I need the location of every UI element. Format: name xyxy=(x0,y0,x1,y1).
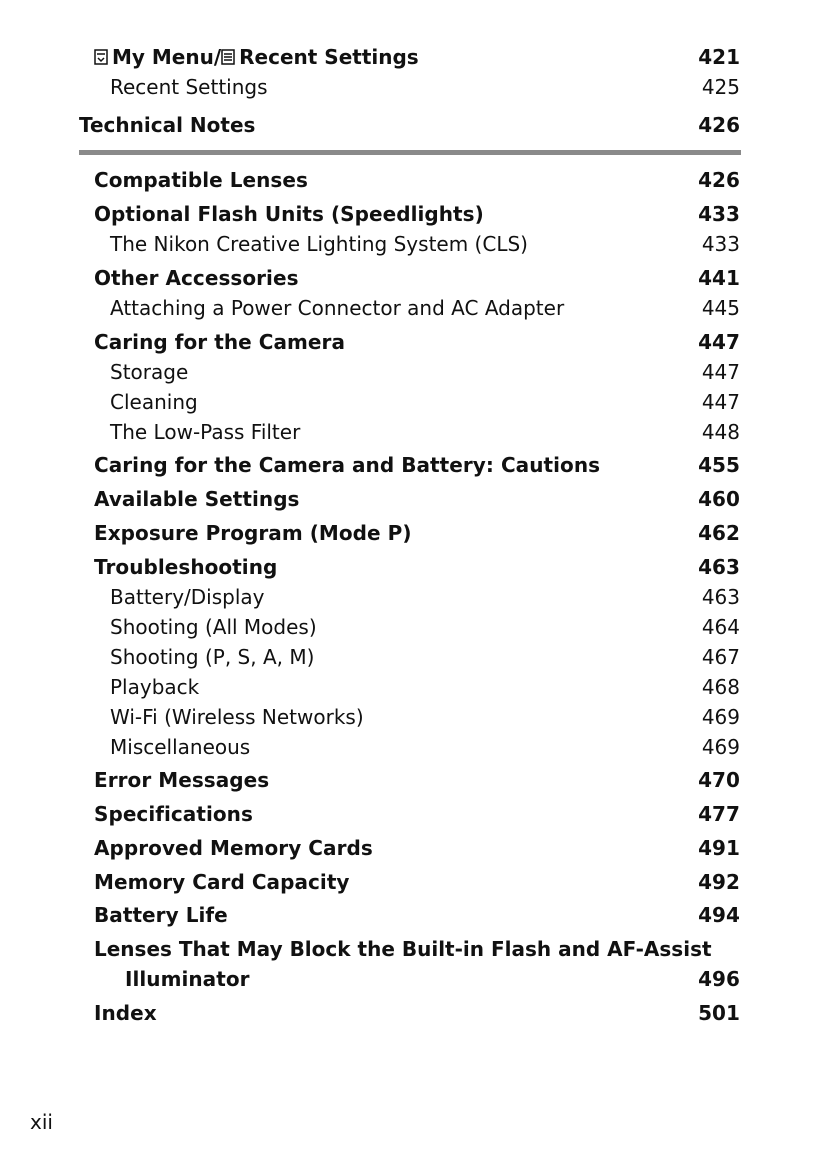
dot-leader xyxy=(375,854,692,855)
toc-entry-page: 496 xyxy=(698,967,740,991)
dot-leader xyxy=(530,250,696,251)
toc-entry[interactable] xyxy=(94,328,740,356)
toc-entry[interactable] xyxy=(94,264,740,292)
toc-entry-title: Storage xyxy=(110,360,189,384)
toc-entry-title: The Nikon Creative Lighting System (CLS) xyxy=(110,232,528,256)
toc-entry-title: The Low-Pass Filter xyxy=(110,420,301,444)
toc-subentry[interactable] xyxy=(110,388,740,416)
toc-entry-page: 464 xyxy=(701,615,740,639)
toc-subentry[interactable] xyxy=(110,294,740,322)
toc-entry[interactable] xyxy=(94,766,740,794)
toc-subentry[interactable] xyxy=(110,643,740,671)
toc-entry-title: Miscellaneous xyxy=(110,735,251,759)
section-divider xyxy=(79,150,741,155)
toc-entry-title: Index xyxy=(94,1001,157,1025)
toc-entry-page: 469 xyxy=(701,705,740,729)
toc-subentry[interactable] xyxy=(110,583,740,611)
dot-leader xyxy=(230,921,692,922)
toc-entry-page: 494 xyxy=(698,903,740,927)
toc-entry-title: Caring for the Camera and Battery: Cautions xyxy=(94,453,601,477)
toc-entry[interactable] xyxy=(94,451,740,479)
toc-entry-title: Lenses That May Block the Built-in Flash and AF-Assist xyxy=(94,937,712,961)
dot-leader xyxy=(316,663,695,664)
recent-settings-icon xyxy=(221,48,235,66)
dot-leader xyxy=(310,186,692,187)
toc-entry-page: 425 xyxy=(701,75,740,99)
toc-entry[interactable] xyxy=(94,166,740,194)
section-page: 426 xyxy=(698,113,740,137)
dot-leader xyxy=(270,93,696,94)
toc-entry-page: 468 xyxy=(701,675,740,699)
toc-entry-title: Cleaning xyxy=(110,390,198,414)
toc-subentry[interactable] xyxy=(110,230,740,258)
toc-subentry[interactable] xyxy=(110,613,740,641)
dot-leader xyxy=(602,471,692,472)
toc-entry-lenses-second-line[interactable] xyxy=(125,965,740,993)
toc-entry-title: Optional Flash Units (Speedlights) xyxy=(94,202,484,226)
toc-entry-title: Attaching a Power Connector and AC Adapter xyxy=(110,296,565,320)
toc-entry[interactable] xyxy=(94,901,740,929)
toc-entry-title: Approved Memory Cards xyxy=(94,836,373,860)
toc-entry-page: 477 xyxy=(698,802,740,826)
toc-entry-title: Playback xyxy=(110,675,200,699)
toc-entry-title: Memory Card Capacity xyxy=(94,870,350,894)
toc-entry-page: 447 xyxy=(698,330,740,354)
toc-entry-title: Battery Life xyxy=(94,903,228,927)
toc-entry-title: Specifications xyxy=(94,802,253,826)
dot-leader xyxy=(302,505,693,506)
toc-entry-title: Available Settings xyxy=(94,487,300,511)
toc-entry-lenses-first-line[interactable] xyxy=(94,935,740,963)
toc-entry-page: 447 xyxy=(701,390,740,414)
toc-entry-title: Other Accessories xyxy=(94,266,299,290)
toc-subentry[interactable] xyxy=(110,418,740,446)
toc-entry-page: 421 xyxy=(698,45,740,69)
toc-entry[interactable] xyxy=(94,553,740,581)
toc-entry-page: 433 xyxy=(698,202,740,226)
toc-entry-page: 441 xyxy=(698,266,740,290)
toc-subentry[interactable] xyxy=(110,358,740,386)
dot-leader xyxy=(319,633,696,634)
section-title: Technical Notes xyxy=(79,113,256,137)
dot-leader xyxy=(366,723,696,724)
dot-leader xyxy=(159,1019,692,1020)
toc-entry-title: Error Messages xyxy=(94,768,270,792)
toc-entry-title: Caring for the Camera xyxy=(94,330,345,354)
toc-entry-page: 460 xyxy=(698,487,740,511)
page-number: xii xyxy=(30,1110,53,1134)
toc-entry-title: Compatible Lenses xyxy=(94,168,308,192)
toc-entry-page: 469 xyxy=(701,735,740,759)
toc-entry-page: 462 xyxy=(698,521,740,545)
toc-entry-page: 426 xyxy=(698,168,740,192)
toc-entry-title: Exposure Program (Mode P) xyxy=(94,521,412,545)
toc-entry[interactable] xyxy=(94,519,740,547)
toc-entry-page: 463 xyxy=(698,555,740,579)
toc-entry-title: Shooting (All Modes) xyxy=(110,615,317,639)
toc-subentry[interactable] xyxy=(110,703,740,731)
toc-entry-page: 470 xyxy=(698,768,740,792)
toc-entry[interactable] xyxy=(94,200,740,228)
toc-subentry[interactable] xyxy=(110,673,740,701)
toc-entry-title: Illuminator xyxy=(125,967,250,991)
dot-leader xyxy=(352,888,693,889)
toc-entry-title: Troubleshooting xyxy=(94,555,278,579)
dot-leader xyxy=(302,438,696,439)
toc-entry-title: My Menu/ Recent Settings xyxy=(94,43,419,71)
toc-entry-page: 455 xyxy=(698,453,740,477)
toc-entry-page: 491 xyxy=(698,836,740,860)
dot-leader xyxy=(252,985,693,986)
dot-leader xyxy=(266,603,695,604)
dot-leader xyxy=(252,753,696,754)
dot-leader xyxy=(255,820,692,821)
toc-entry-index[interactable] xyxy=(94,999,740,1027)
toc-entry-recent-settings[interactable] xyxy=(110,73,740,101)
dot-leader xyxy=(566,314,696,315)
toc-entry[interactable] xyxy=(94,485,740,513)
section-heading-technical-notes[interactable] xyxy=(79,113,740,137)
toc-entry-page: 492 xyxy=(698,870,740,894)
toc-entry-page: 501 xyxy=(698,1001,740,1025)
dot-leader xyxy=(271,786,692,787)
dot-leader xyxy=(201,693,696,694)
dot-leader xyxy=(414,539,693,540)
toc-entry-page: 447 xyxy=(701,360,740,384)
dot-leader xyxy=(200,408,696,409)
my-menu-icon xyxy=(94,48,108,66)
dot-leader xyxy=(347,348,692,349)
dot-leader xyxy=(279,573,692,574)
toc-entry[interactable] xyxy=(94,868,740,896)
toc-entry-title: Recent Settings xyxy=(110,75,268,99)
toc-subentry[interactable] xyxy=(110,733,740,761)
dot-leader xyxy=(190,378,696,379)
dot-leader xyxy=(486,220,692,221)
toc-entry-my-menu[interactable] xyxy=(94,43,740,71)
toc-entry[interactable] xyxy=(94,834,740,862)
toc-entry-page: 448 xyxy=(701,420,740,444)
toc-entry-page: 433 xyxy=(701,232,740,256)
toc-entry-page: 467 xyxy=(701,645,740,669)
toc-entry-title: Wi-Fi (Wireless Networks) xyxy=(110,705,364,729)
toc-entry-page: 463 xyxy=(701,585,740,609)
dot-leader xyxy=(301,284,693,285)
toc-entry-title: Battery/Display xyxy=(110,585,265,609)
dot-leader xyxy=(421,63,693,64)
toc-entry[interactable] xyxy=(94,800,740,828)
toc-entry-title: Shooting (P, S, A, M) xyxy=(110,645,315,669)
toc-entry-page: 445 xyxy=(701,296,740,320)
